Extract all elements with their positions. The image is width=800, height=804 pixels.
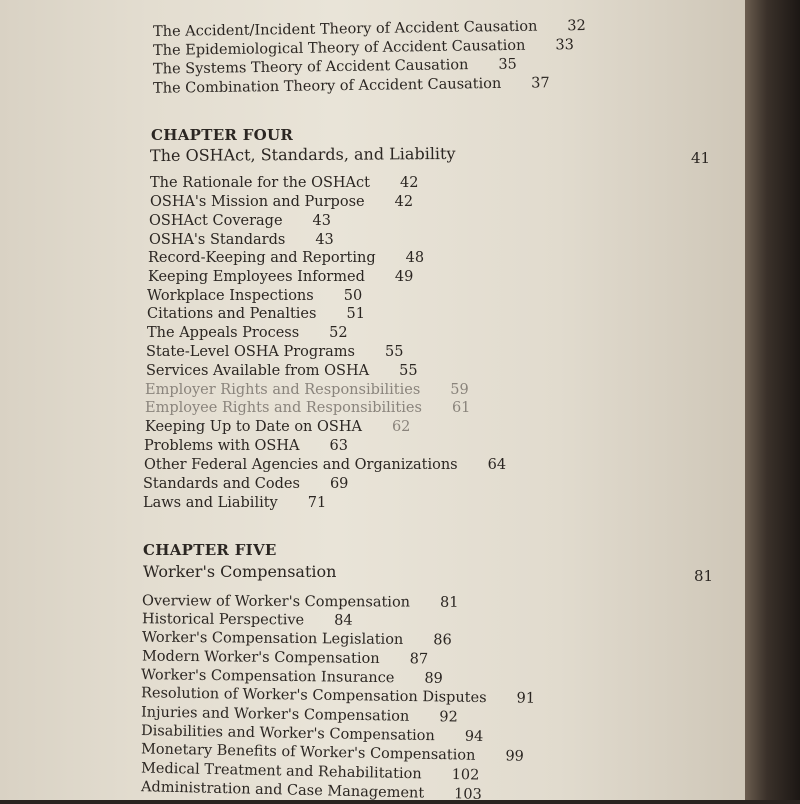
toc-entry-page: 35 <box>498 56 517 73</box>
chapter-four-heading: CHAPTER FOUR <box>151 126 294 144</box>
toc-entry-page: 62 <box>391 419 411 435</box>
chapter-five-title: Worker's Compensation <box>143 562 337 581</box>
toc-entry-title: The Accident/Incident Theory of Accident Causation <box>152 18 538 41</box>
toc-entry <box>143 475 348 493</box>
toc-entry-page: 42 <box>394 194 414 210</box>
toc-entry-page: 94 <box>464 728 484 745</box>
toc-entry-page: 92 <box>439 709 458 726</box>
toc-entry-title: Other Federal Agencies and Organizations <box>144 457 458 473</box>
toc-entry-title: Record-Keeping and Reporting <box>148 250 376 266</box>
toc-entry-page: 86 <box>433 632 452 649</box>
toc-entry-title: The Appeals Process <box>147 325 300 341</box>
toc-entry <box>143 494 326 512</box>
toc-entry-page: 37 <box>531 75 550 92</box>
toc-entry-title: Employee Rights and Responsibilities <box>145 400 422 416</box>
toc-entry <box>147 324 348 342</box>
toc-entry-title: Overview of Worker's Compensation <box>141 593 411 611</box>
toc-entry <box>145 399 470 417</box>
toc-entry-page: 48 <box>405 250 425 266</box>
toc-entry <box>142 648 428 669</box>
toc-entry-page: 43 <box>315 232 334 248</box>
toc-entry-page: 43 <box>312 213 331 229</box>
toc-entry <box>153 74 550 98</box>
toc-entry-page: 87 <box>409 651 429 668</box>
toc-entry-title: Monetary Benefits of Worker's Compensation <box>140 741 476 764</box>
toc-entry <box>144 437 348 455</box>
toc-entry-page: 55 <box>399 363 418 379</box>
toc-entry <box>147 287 362 305</box>
toc-entry-page: 81 <box>440 594 459 611</box>
toc-entry-title: OSHA's Mission and Purpose <box>150 194 365 210</box>
toc-entry-title: OSHAct Coverage <box>149 213 283 229</box>
page-edge-shadow <box>745 0 800 800</box>
toc-entry-title: Keeping Up to Date on OSHA <box>145 419 362 435</box>
toc-entry-title: Problems with OSHA <box>144 438 300 454</box>
toc-entry-page: 33 <box>555 37 574 54</box>
toc-entry-title: Resolution of Worker's Compensation Disputes <box>140 685 487 707</box>
toc-entry <box>150 193 413 211</box>
toc-entry-page: 61 <box>451 400 471 416</box>
toc-entry-page: 49 <box>394 269 414 285</box>
toc-entry-page: 103 <box>453 786 483 803</box>
toc-entry <box>145 381 469 399</box>
toc-entry <box>142 592 459 612</box>
toc-entry-title: Citations and Penalties <box>147 306 317 322</box>
toc-entry-title: State-Level OSHA Programs <box>146 344 355 360</box>
toc-entry-title: The Rationale for the OSHAct <box>150 175 370 191</box>
toc-entry-title: Worker's Compensation Legislation <box>141 629 404 648</box>
toc-entry <box>145 418 410 436</box>
toc-entry-page: 50 <box>343 288 363 304</box>
toc-entry <box>150 174 418 192</box>
toc-entry-page: 84 <box>334 612 353 629</box>
toc-entry-page: 89 <box>424 670 443 687</box>
toc-entry-page: 102 <box>451 766 480 784</box>
toc-entry-page: 64 <box>487 457 507 473</box>
toc-entry-title: OSHA's Standards <box>149 232 286 248</box>
toc-entry-page: 55 <box>384 344 404 360</box>
toc-entry <box>149 231 334 249</box>
chapter-four-title: The OSHAct, Standards, and Liability <box>149 143 456 166</box>
toc-entry-title: Medical Treatment and Rehabilitation <box>140 760 422 783</box>
toc-entry-title: Historical Perspective <box>141 611 305 629</box>
toc-entry-page: 63 <box>329 438 348 454</box>
toc-entry-title: Disabilities and Worker's Compensation <box>140 723 435 745</box>
toc-entry-title: The Epidemiological Theory of Accident Causation <box>152 37 526 59</box>
toc-entry <box>146 362 418 380</box>
chapter-five-heading: CHAPTER FIVE <box>143 541 277 559</box>
toc-entry <box>142 610 353 629</box>
toc-entry-title: The Systems Theory of Accident Causation <box>152 57 469 78</box>
toc-entry-page: 99 <box>505 748 524 765</box>
toc-entry-title: Workplace Inspections <box>147 288 314 304</box>
toc-entry-title: Keeping Employees Informed <box>148 269 365 285</box>
toc-entry-page: 71 <box>307 495 327 511</box>
toc-entry-title: Worker's Compensation Insurance <box>140 667 395 687</box>
toc-entry <box>144 456 506 474</box>
toc-entry-title: Laws and Liability <box>143 495 278 511</box>
chapter-five-page: 81 <box>694 567 714 585</box>
toc-entry <box>148 268 413 286</box>
toc-entry-page: 52 <box>329 325 348 341</box>
toc-entry <box>148 249 424 267</box>
toc-entry <box>147 305 365 323</box>
toc-entry <box>142 629 452 650</box>
toc-entry-page: 59 <box>450 382 469 398</box>
toc-entry-title: Employer Rights and Responsibilities <box>145 382 421 398</box>
toc-entry <box>149 212 331 230</box>
toc-entry-title: The Combination Theory of Accident Causation <box>152 75 502 97</box>
toc-entry-title: Services Available from OSHA <box>146 363 370 379</box>
chapter-four-page: 41 <box>691 149 711 167</box>
toc-entry-page: 91 <box>516 690 536 707</box>
toc-entry-page: 42 <box>399 175 419 191</box>
toc-entry-title: Injuries and Worker's Compensation <box>140 704 410 725</box>
toc-entry-title: Modern Worker's Compensation <box>141 648 380 667</box>
toc-entry-title: Standards and Codes <box>143 476 300 492</box>
toc-entry <box>146 343 403 361</box>
toc-entry-page: 51 <box>346 306 365 322</box>
toc-entry-title: Administration and Case Management <box>140 779 425 802</box>
toc-entry-page: 32 <box>567 17 586 35</box>
toc-entry-page: 69 <box>329 476 349 492</box>
